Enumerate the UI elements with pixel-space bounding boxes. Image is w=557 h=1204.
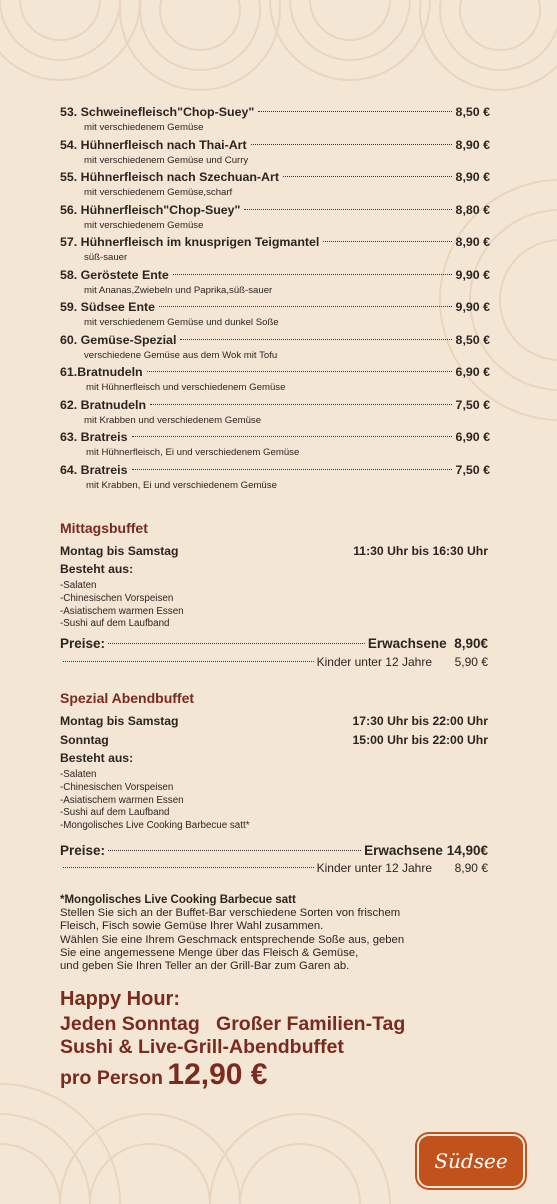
menu-item [60,429,490,462]
adult-label: Erwachsene [367,636,447,651]
menu-item [60,169,490,202]
dish-name: 59. Südsee Ente [60,300,156,314]
dish-description: mit verschiedenem Gemüse [84,122,204,133]
list-item: -Chinesischen Vorspeisen [60,781,174,793]
dot-leader [63,867,314,868]
dish-description: mit Krabben und verschiedenem Gemüse [84,414,262,426]
dish-description: mit Ananas,Zwiebeln und Paprika,süß-sauer [84,284,273,296]
dish-description: mit verschiedenem Gemüse,scharf [84,187,233,198]
dish-name: 60. Gemüse-Spezial [60,332,177,347]
happy-hour-line-1 [60,1013,500,1036]
note-line: Sie eine angemessene Menge über das Fleisch & Gemüse, [60,946,359,959]
dish-price: 8,50 € [455,105,490,119]
menu-item [60,299,490,332]
dish-price: 8,90 € [455,235,490,249]
menu-item-line [60,364,490,381]
dish-description: verschiedene Gemüse aus dem Wok mit Tofu [84,349,278,361]
kids-price: 8,90 € [454,861,488,875]
menu-item-line [60,169,490,186]
menu-item-line [60,332,490,349]
mittag-besteht-row [60,562,488,576]
menu-item-line [60,104,490,121]
dish-name: 62. Bratnudeln [60,397,147,412]
happy-line-1a: Jeden Sonntag [60,1013,200,1035]
dot-leader [147,371,452,372]
happy-hour-title: Happy Hour: [60,988,180,1010]
note-line: Wählen Sie eine Ihrem Geschmack entsprechende Soße aus, geben [60,933,405,946]
dot-leader [251,144,452,145]
dot-leader [323,241,451,242]
menu-item-line [60,137,490,154]
happy-hour-price-row [60,1058,267,1092]
dish-name: 57. Hühnerfleisch im knusprigen Teigmantel [60,235,320,249]
dish-description: mit verschiedenem Gemüse und Curry [84,154,249,166]
menu-item-line [60,462,490,479]
dish-name: 54. Hühnerfleisch nach Thai-Art [60,137,247,152]
dot-leader [159,306,452,307]
note-title: *Mongolisches Live Cooking Barbecue satt [60,894,296,906]
dish-price: 7,50 € [455,397,490,412]
adult-price: 14,90€ [446,843,488,858]
menu-items [60,104,490,494]
suedsee-logo [417,1134,525,1188]
dish-name: 61.Bratnudeln [60,365,143,379]
dish-price: 9,90 € [455,267,490,282]
kids-price: 5,90 € [454,655,488,669]
dish-price: 8,90 € [455,170,490,184]
abend-days-2: Sonntag [60,733,109,747]
dish-price: 8,90 € [455,137,490,152]
menu-item [60,364,490,397]
dot-leader [173,274,452,275]
menu-item [60,234,490,267]
mittag-adult-price-row [60,636,488,651]
kids-label: Kinder unter 12 Jahre [316,861,432,875]
dish-description: mit verschiedenem Gemüse und dunkel Soße [84,317,279,328]
dish-description: mit verschiedenem Gemüse [84,219,204,231]
preise-label: Preise: [60,843,106,858]
per-person-label: pro Person [60,1067,163,1089]
list-item: -Sushi auf dem Laufband [60,618,170,630]
barbecue-note [60,894,500,973]
menu-item-line [60,299,490,316]
dish-name: 55. Hühnerfleisch nach Szechuan-Art [60,170,279,184]
happy-line-1b: Großer Familien-Tag [216,1013,406,1035]
abend-time-2: 15:00 Uhr bis 22:00 Uhr [352,733,488,747]
list-item: -Salaten [60,580,97,591]
menu-item [60,397,490,430]
abend-days-1: Montag bis Samstag [60,714,179,728]
menu-item [60,267,490,300]
dish-price: 8,80 € [455,202,490,217]
dot-leader [283,176,452,177]
dot-leader [258,111,451,112]
list-item: -Sushi auf dem Laufband [60,807,170,819]
mittag-kids-price-row [60,655,488,669]
abend-hours-row-1 [60,714,488,728]
menu-item-line [60,234,490,251]
menu-item-line [60,267,490,284]
mittag-hours-row [60,544,488,558]
abendbuffet-title: Spezial Abendbuffet [60,690,195,706]
abend-besteht: Besteht aus: [60,751,134,765]
preise-label: Preise: [60,636,106,651]
adult-price: 8,90€ [454,636,488,651]
dish-description: süß-sauer [84,252,128,263]
dish-name: 53. Schweinefleisch"Chop-Suey" [60,105,255,119]
mittag-days: Montag bis Samstag [60,544,179,558]
list-item: -Mongolisches Live Cooking Barbecue satt* [60,820,250,832]
abend-hours-row-2 [60,733,488,747]
abend-adult-price-row [60,843,488,858]
list-item: -Asiatischem warmen Essen [60,794,184,806]
kids-label: Kinder unter 12 Jahre [316,655,432,669]
abend-time-1: 17:30 Uhr bis 22:00 Uhr [352,714,488,728]
dot-leader [108,643,365,644]
dish-description: mit Hühnerfleisch und verschiedenem Gemüse [86,382,286,393]
logo-text: Südsee [434,1149,508,1173]
list-item: -Salaten [60,769,97,780]
dish-price: 7,50 € [455,462,490,477]
menu-item-line [60,397,490,414]
dish-name: 64. Bratreis [60,462,128,477]
abend-besteht-row [60,751,488,765]
mittag-besteht: Besteht aus: [60,562,134,576]
menu-item [60,462,490,495]
dot-leader [63,661,314,662]
menu-item [60,202,490,235]
dot-leader [132,436,452,437]
dish-name: 63. Bratreis [60,430,128,444]
mittag-time: 11:30 Uhr bis 16:30 Uhr [353,544,488,558]
menu-item [60,104,490,137]
happy-hour-price: 12,90 € [167,1058,268,1091]
dot-leader [244,209,451,210]
menu-item [60,137,490,170]
note-line: Stellen Sie sich an der Buffet-Bar verschiedene Sorten von frischem [60,907,401,920]
list-item: -Chinesischen Vorspeisen [60,592,174,604]
note-line: und geben Sie Ihren Teller an der Grill-Bar zum Garen ab. [60,960,350,973]
menu-item-line [60,429,490,446]
dish-price: 8,50 € [455,332,490,347]
menu-item-line [60,202,490,219]
note-line: Fleisch, Fisch sowie Gemüse Ihrer Wahl zusammen. [60,920,324,933]
mittagsbuffet-title: Mittagsbuffet [60,520,148,536]
mittag-list [60,580,184,631]
dot-leader [108,850,361,851]
dish-name: 56. Hühnerfleisch"Chop-Suey" [60,202,241,217]
happy-hour-line-2: Sushi & Live-Grill-Abendbuffet [60,1036,344,1058]
dish-name: 58. Geröstete Ente [60,267,169,282]
dot-leader [180,339,451,340]
adult-label: Erwachsene [364,843,443,858]
dish-price: 6,90 € [455,430,490,444]
abend-list [60,769,250,833]
abend-kids-price-row [60,861,488,875]
menu-item [60,332,490,365]
list-item: -Asiatischem warmen Essen [60,605,184,617]
dot-leader [132,469,452,470]
dish-price: 9,90 € [455,300,490,314]
dish-description: mit Hühnerfleisch, Ei und verschiedenem Gemüse [86,447,300,458]
dish-price: 6,90 € [455,365,490,379]
dish-description: mit Krabben, Ei und verschiedenem Gemüse [86,479,277,491]
dot-leader [150,404,451,405]
